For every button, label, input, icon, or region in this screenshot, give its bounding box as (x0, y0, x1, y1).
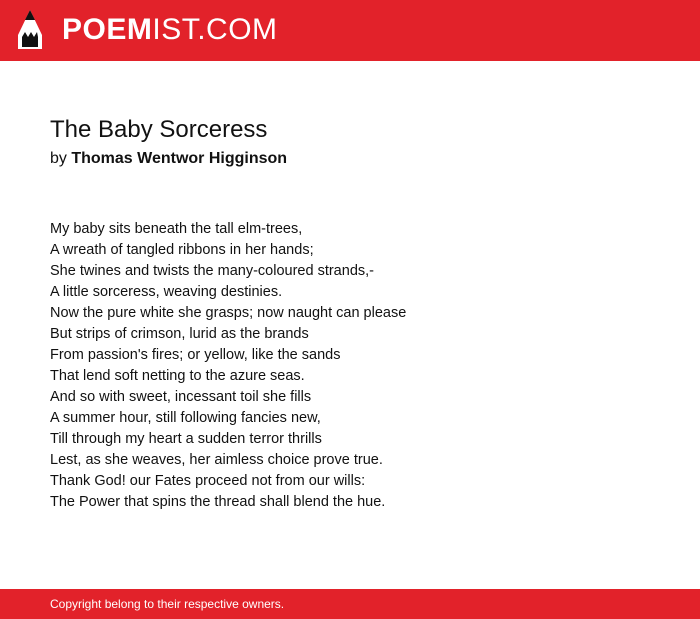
site-logo[interactable] (62, 10, 278, 50)
copyright-notice: Copyright belong to their respective owners. (50, 597, 285, 611)
poem-line: A summer hour, still following fancies new, (50, 410, 321, 426)
poem-line: The Power that spins the thread shall blend the hue. (50, 494, 386, 510)
poem-line: She twines and twists the many-coloured strands,- (50, 263, 374, 279)
poem-line: But strips of crimson, lurid as the brands (50, 326, 309, 342)
site-header (0, 0, 700, 61)
poem-line: And so with sweet, incessant toil she fills (50, 389, 312, 405)
poem-line: A wreath of tangled ribbons in her hands; (50, 242, 314, 258)
poem-line: Now the pure white she grasps; now naught can please (50, 305, 407, 321)
poem-line: Thank God! our Fates proceed not from our wills: (50, 473, 366, 489)
poem-line: Till through my heart a sudden terror thrills (50, 431, 322, 447)
poem-line: Lest, as she weaves, her aimless choice prove true. (50, 452, 383, 468)
logo-rest-text: IST.COM (152, 13, 278, 46)
poem-body (50, 219, 650, 513)
poem-line: My baby sits beneath the tall elm-trees, (50, 221, 303, 237)
pencil-icon[interactable] (16, 9, 44, 51)
poem-line: From passion's fires; or yellow, like the sands (50, 347, 341, 363)
site-footer (0, 589, 700, 619)
author-name: Thomas Wentwor Higginson (71, 150, 288, 167)
poem-line: That lend soft netting to the azure seas. (50, 368, 305, 384)
poem-title: The Baby Sorceress (50, 116, 268, 143)
poem-line: A little sorceress, weaving destinies. (50, 284, 283, 300)
byline-prefix: by (50, 150, 67, 167)
logo-bold-text: POEM (62, 13, 153, 46)
byline (50, 150, 287, 168)
